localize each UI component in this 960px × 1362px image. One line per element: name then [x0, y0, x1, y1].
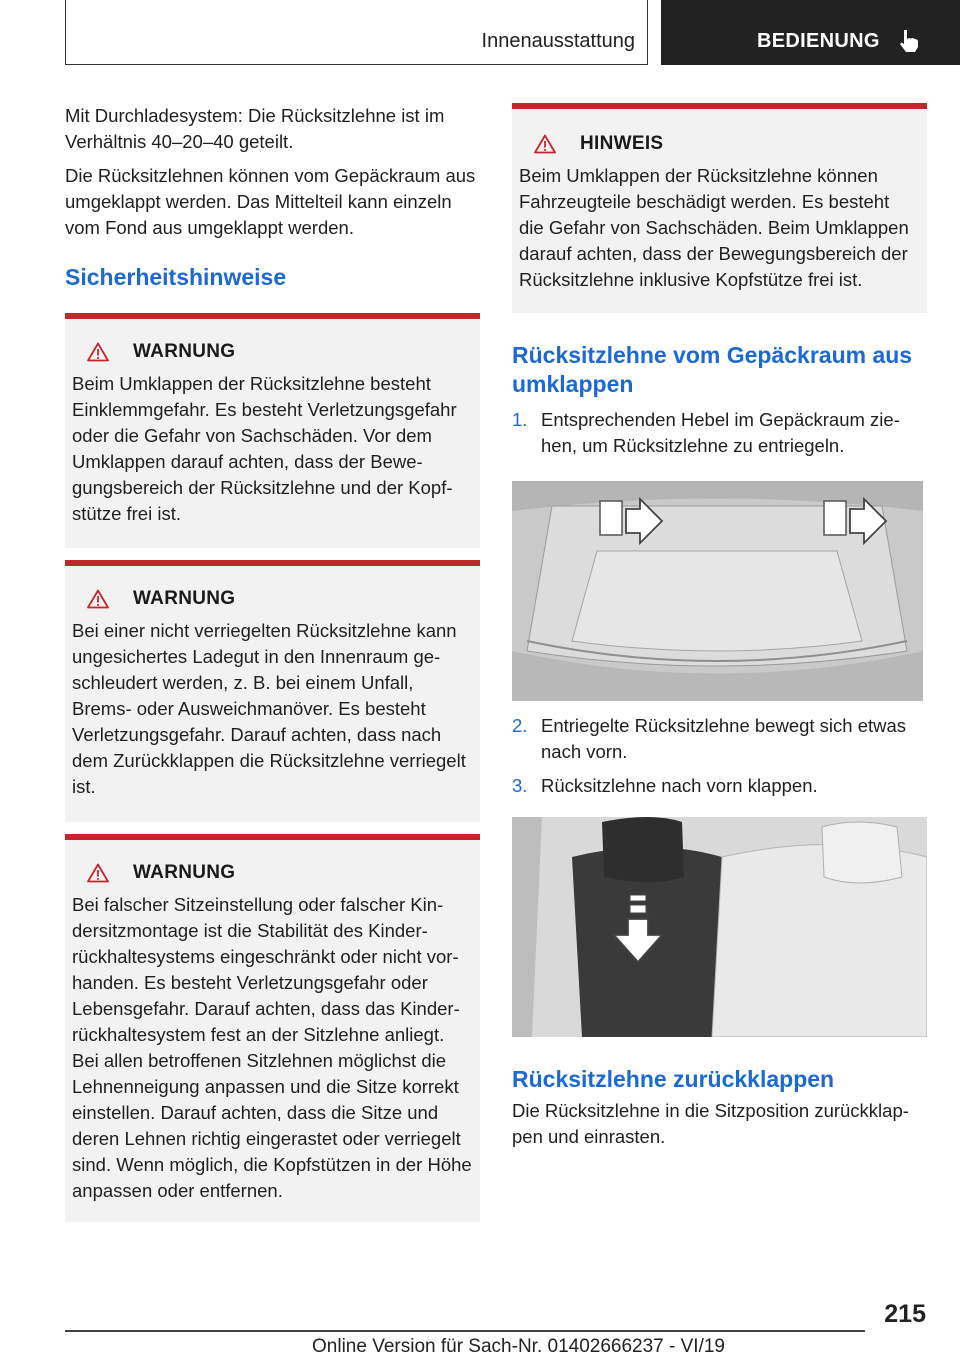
warning-title: WARNUNG — [133, 341, 236, 362]
seat-illustration — [512, 817, 927, 1037]
list-item — [512, 713, 927, 765]
step-text: Entriegelte Rücksitzlehne bewegt sich etwas nach vorn. — [541, 715, 907, 762]
warning-triangle-icon — [87, 342, 109, 362]
warning-text: Beim Umklappen der Rücksitzlehne besteht Einklemmgefahr. Es besteht Verletzungsgefahr oder die Gefahr von Sachschäden. Vor dem Umklappen darauf achten, dass der Bewegungsbereich der Rücksitzlehne und der Kopfstütze frei ist. — [72, 373, 457, 524]
warning-title: WARNUNG — [133, 862, 236, 883]
trunk-illustration — [512, 481, 923, 701]
warning-text: Bei einer nicht verriegelten Rücksitzlehne kann ungesichertes Ladegut in den Innenraum geschleudert werden, z. B. bei einem Unfall, Brems- oder Ausweichmanöver. Es besteht Verletzungsgefahr. Darauf achten, dass nach dem Zurückklappen die Rücksitzlehne verriegelt ist. — [72, 620, 466, 797]
header-chapter-label: BEDIENUNG — [757, 30, 880, 52]
hinweis-header — [519, 131, 919, 157]
warning-triangle-icon — [87, 589, 109, 609]
pointing-hand-icon — [895, 28, 921, 54]
step-number: 2. — [512, 715, 528, 736]
trunk-figure — [512, 481, 923, 701]
warning-text: Bei falscher Sitzeinstellung oder falscher Kindersitzmontage ist die Stabilität des Kinderrückhaltesystems eingeschränkt oder nicht vorhanden. Es besteht Verletzungsgefahr oder Lebensgefahr. Darauf achten, dass das Kinderrückhaltesystem fest an der Sitzlehne anliegt. Bei allen betroffenen Sitzlehnen möglichst die Lehnenneigung anpassen und die Sitze korrekt einstellen. Darauf achten, dass die Sitze und deren Lehnen richtig eingerastet oder verriegelt sind. Wenn möglich, die Kopfstützen in der Höhe anpassen oder entfernen. — [72, 894, 472, 1201]
warning-box-3 — [65, 834, 480, 1222]
step-number: 3. — [512, 775, 528, 796]
warning-triangle-icon — [87, 863, 109, 883]
warning-box-1 — [65, 313, 480, 548]
hinweis-title: HINWEIS — [580, 133, 664, 154]
steps-list-b — [512, 713, 927, 799]
steps-list-a — [512, 407, 927, 459]
list-item — [512, 773, 927, 799]
warning-title: WARNUNG — [133, 588, 236, 609]
list-item — [512, 407, 927, 459]
fold-back-title: Rücksitzlehne zurückklappen — [512, 1066, 835, 1092]
header-section-tab — [65, 0, 648, 65]
intro-paragraph-1: Mit Durchladesystem: Die Rücksitzlehne ist im Verhältnis 40–20–40 geteilt. — [65, 105, 445, 152]
step-number: 1. — [512, 409, 528, 430]
step-text: Entsprechenden Hebel im Gepäckraum ziehen, um Rücksitzlehne zu entriegeln. — [541, 409, 900, 456]
page-number: 215 — [884, 1300, 926, 1328]
step-text: Rücksitzlehne nach vorn klappen. — [541, 775, 818, 796]
warning-header — [72, 586, 472, 612]
safety-section-title: Sicherheitshinweise — [65, 264, 287, 290]
intro-paragraph-2: Die Rücksitzlehnen können vom Gepäckraum aus umgeklappt werden. Das Mittelteil kann einzeln vom Fond aus umgeklappt werden. — [65, 165, 476, 238]
right-column — [512, 103, 927, 1150]
fold-back-text: Die Rücksitzlehne in die Sitzposition zurückklappen und einrasten. — [512, 1100, 909, 1147]
hinweis-text: Beim Umklappen der Rücksitzlehne können Fahrzeugteile beschädigt werden. Es besteht die Gefahr von Sachschäden. Beim Umklappen darauf achten, dass der Bewegungsbereich der Rücksitzlehne inklusive Kopfstütze frei ist. — [519, 165, 909, 290]
warning-box-2 — [65, 560, 480, 822]
footer-version-text: Online Version für Sach-Nr. 01402666237 - VI/19 — [312, 1336, 725, 1357]
warning-triangle-icon — [534, 134, 556, 154]
warning-header — [72, 860, 472, 886]
footer-divider — [65, 1330, 865, 1332]
header-chapter-tab — [661, 0, 960, 65]
seat-figure — [512, 817, 927, 1037]
warning-header — [72, 339, 472, 365]
fold-from-trunk-title: Rücksitzlehne vom Gepäckraum aus umklappen — [512, 342, 913, 397]
left-column — [65, 103, 480, 1222]
header-section-label: Innenausstattung — [481, 30, 635, 52]
hinweis-box — [512, 103, 927, 313]
